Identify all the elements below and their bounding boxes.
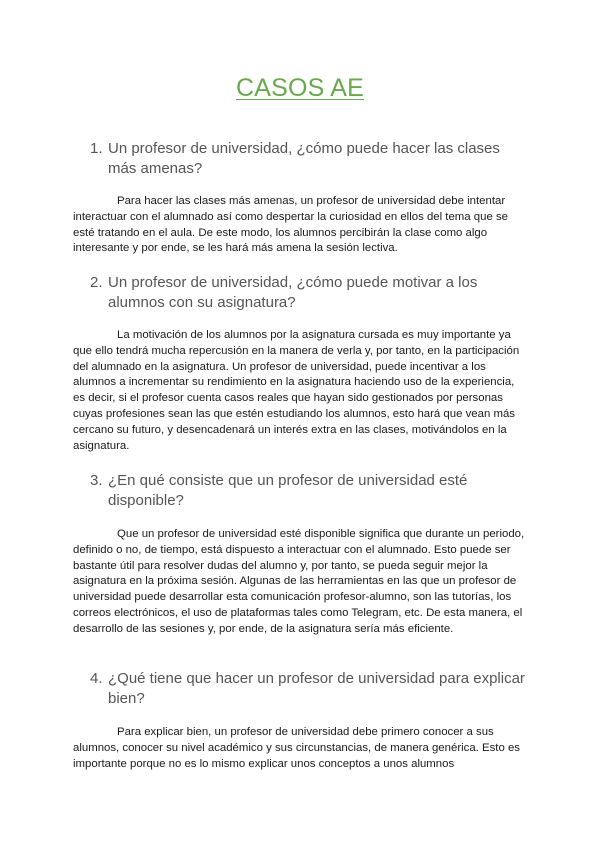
question-heading [90, 139, 530, 179]
question-heading [90, 669, 530, 709]
question-heading [90, 273, 530, 313]
question-text: Un profesor de universidad, ¿cómo puede hacer las clases más amenas? [108, 140, 500, 177]
question-number: 2. [90, 274, 103, 291]
question-text: ¿En qué consiste que un profesor de universidad esté disponible? [108, 472, 468, 509]
answer-paragraph: Que un profesor de universidad esté disponible significa que durante un periodo, definido o no, de tiempo, está dispuesto a interactuar con el alumnado. Esto puede ser bastante útil para resolver dudas del alumno y, por tanto, se pueda seguir mejor la asignatura en la próxima sesión. Algunas de las herramientas en las que un profesor de universidad puede desarrollar esta comunicación profesor-alumno, son las tutorías, los correos electrónicos, el uso de plataformas tales como Telegram, etc. De esta manera, el desarrollo de las sesiones y, por ende, de la asignatura sería más eficiente. [73, 528, 525, 635]
document-title: CASOS AE [235, 74, 365, 102]
answer-paragraph: Para hacer las clases más amenas, un profesor de universidad debe intentar interactuar con el alumnado así como despertar la curiosidad en ellos del tema que se esté tratando en el aula. De este modo, los alumnos percibirán la clase como algo interesante y por ende, se les hará más amena la sesión lectiva. [73, 195, 508, 255]
question-number: 4. [90, 670, 103, 687]
question-number: 1. [90, 140, 103, 157]
question-text: Un profesor de universidad, ¿cómo puede motivar a los alumnos con su asignatura? [108, 274, 478, 311]
question-number: 3. [90, 472, 103, 489]
question-heading [90, 471, 530, 511]
answer-paragraph: La motivación de los alumnos por la asignatura cursada es muy importante ya que ello tendrá mucha repercusión en la manera de verla y, por tanto, en la participación del alumnado en la asignatura. Un profesor de universidad, puede incentivar a los alumnos a incrementar su rendimiento en la asignatura haciendo uso de la experiencia, es decir, si el profesor cuenta casos reales que hayan sido gestionados por personas cuyas profesiones sean las que estén estudiando los alumnos, esto hará que vean más cercano su futuro, y desencadenará un interés extra en las clases, motivándolos en la asignatura. [73, 329, 520, 452]
answer-paragraph: Para explicar bien, un profesor de universidad debe primero conocer a sus alumnos, conocer su nivel académico y sus circunstancias, de manera genérica. Esto es importante porque no es lo mismo explicar unos conceptos a unos alumnos [73, 726, 520, 770]
question-text: ¿Qué tiene que hacer un profesor de universidad para explicar bien? [108, 670, 525, 707]
